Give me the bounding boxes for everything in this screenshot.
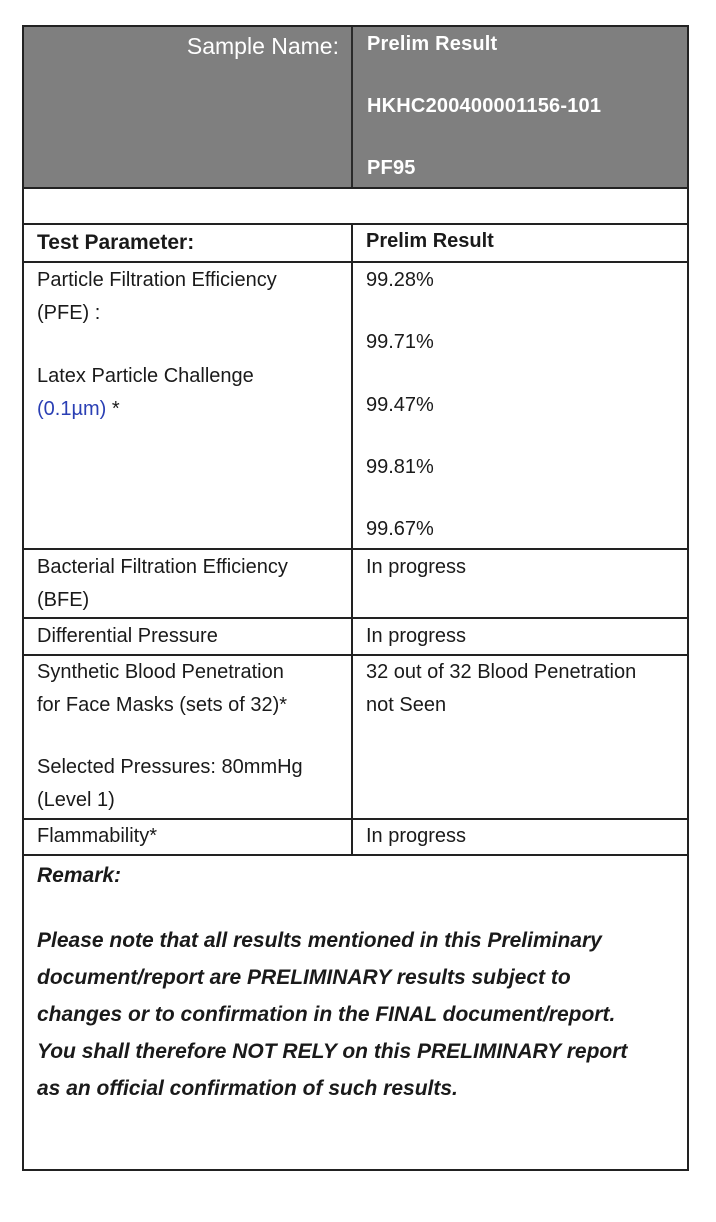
dp-parameter-cell <box>24 619 353 654</box>
blood-name-line2: for Face Masks (sets of 32)* <box>37 694 288 716</box>
flammability-name: Flammability* <box>37 825 158 847</box>
remark-title: Remark: <box>37 864 122 887</box>
bfe-row <box>24 550 687 619</box>
remark-line: You shall therefore NOT RELY on this PRELIMINARY report <box>37 1040 628 1063</box>
dp-result: In progress <box>366 625 467 647</box>
sample-model: PF95 <box>367 157 416 179</box>
prelim-result-column-heading: Prelim Result <box>366 230 494 252</box>
bfe-result: In progress <box>366 556 467 578</box>
pfe-name-line1: Particle Filtration Efficiency <box>37 269 277 291</box>
column-header-row <box>24 225 687 263</box>
latex-challenge-size-line <box>37 393 120 426</box>
pfe-parameter-cell <box>24 263 353 548</box>
sample-name-label: Sample Name: <box>186 33 339 59</box>
blood-result-cell <box>353 656 687 818</box>
remark-line: document/report are PRELIMINARY results subject to <box>37 966 571 989</box>
dp-name: Differential Pressure <box>37 625 218 647</box>
blood-result-line1: 32 out of 32 Blood Penetration <box>366 661 637 683</box>
blood-result-line2: not Seen <box>366 694 447 716</box>
bfe-name-line2: (BFE) <box>37 589 90 611</box>
sample-info-cell <box>353 27 687 187</box>
pfe-result-cell <box>353 263 687 548</box>
pfe-result: 99.47% <box>366 394 434 416</box>
remark-line: changes or to confirmation in the FINAL document/report. <box>37 1003 616 1026</box>
pfe-name-line2: (PFE) : <box>37 302 101 324</box>
dp-result-cell <box>353 619 687 654</box>
remark-line: as an official confirmation of such results. <box>37 1077 458 1100</box>
bfe-parameter-cell <box>24 550 353 617</box>
prelim-result-heading: Prelim Result <box>367 33 498 55</box>
remark-line: Please note that all results mentioned in this Preliminary <box>37 929 602 952</box>
blood-pressure-line2: (Level 1) <box>37 789 115 811</box>
bfe-name-line1: Bacterial Filtration Efficiency <box>37 556 288 578</box>
sample-id: HKHC200400001156-101 <box>367 95 602 117</box>
result-header-cell <box>353 225 687 261</box>
flammability-parameter-cell <box>24 820 353 854</box>
sample-header-row <box>24 27 687 189</box>
pfe-result: 99.67% <box>366 518 434 540</box>
flammability-row <box>24 820 687 856</box>
sample-name-cell <box>24 27 353 187</box>
challenge-size: (0.1µm) <box>37 398 107 420</box>
blood-name-line1: Synthetic Blood Penetration <box>37 661 284 683</box>
synthetic-blood-row <box>24 656 687 820</box>
pfe-result: 99.28% <box>366 269 434 291</box>
test-parameter-heading: Test Parameter: <box>37 231 195 254</box>
differential-pressure-row <box>24 619 687 656</box>
flammability-result: In progress <box>366 825 467 847</box>
blood-pressure-line1: Selected Pressures: 80mmHg <box>37 756 303 778</box>
pfe-result: 99.71% <box>366 331 434 353</box>
blood-parameter-cell <box>24 656 353 818</box>
remark-section <box>24 856 687 1169</box>
pfe-result: 99.81% <box>366 456 434 478</box>
pfe-row <box>24 263 687 550</box>
spacer-row <box>24 189 687 225</box>
parameter-header-cell <box>24 225 353 261</box>
latex-challenge-label: Latex Particle Challenge <box>37 365 254 387</box>
flammability-result-cell <box>353 820 687 854</box>
challenge-asterisk: * <box>111 398 120 420</box>
report-table <box>22 25 689 1171</box>
bfe-result-cell <box>353 550 687 617</box>
